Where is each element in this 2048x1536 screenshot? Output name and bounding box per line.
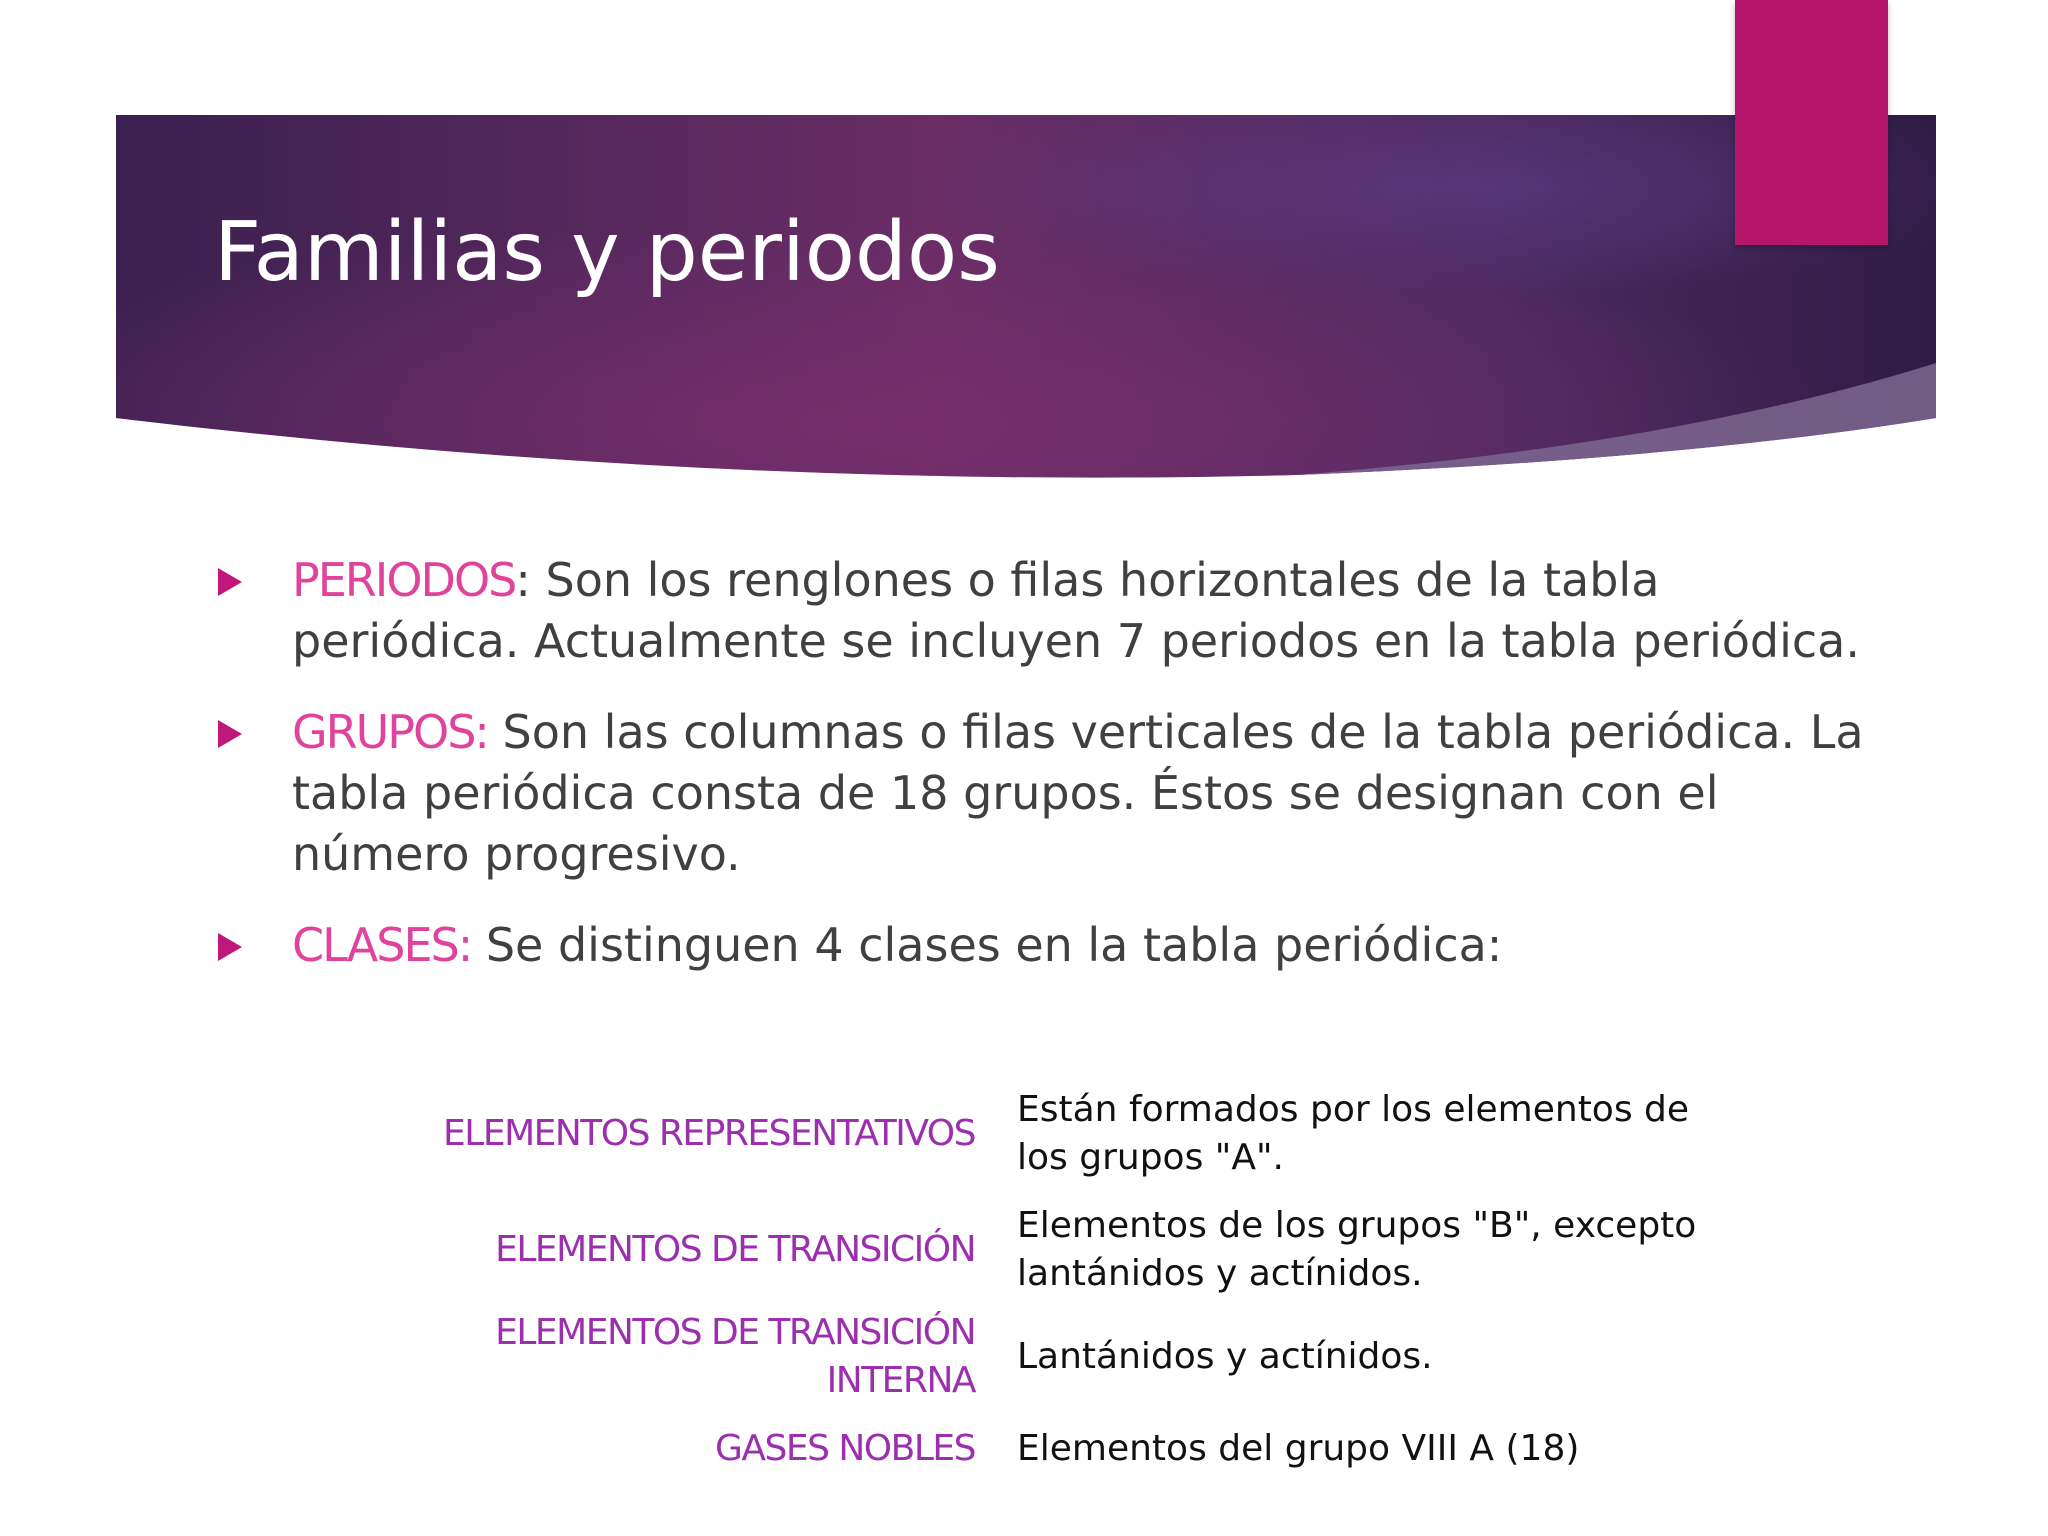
bullet-colon: : — [457, 918, 472, 972]
table-row — [400, 1308, 1697, 1405]
bullet-grupos — [214, 702, 1894, 885]
bullet-colon: : — [515, 553, 531, 607]
class-name: GASES NOBLES — [714, 1428, 975, 1469]
class-name: ELEMENTOS REPRESENTATIVOS — [443, 1112, 975, 1154]
bullet-term: CLASES — [292, 918, 458, 972]
bullet-arrow-icon — [218, 933, 242, 961]
class-description: Elementos del grupo VIII A (18) — [1017, 1428, 1580, 1469]
bullet-clases — [214, 915, 1894, 976]
table-row — [400, 1075, 1697, 1192]
class-description: Lantánidos y actínidos. — [1017, 1335, 1433, 1377]
class-description: Elementos de los grupos "B", excepto lantánidos y actínidos. — [1017, 1205, 1697, 1294]
classes-table — [400, 1075, 1697, 1493]
table-row — [400, 1192, 1697, 1308]
bullet-arrow-icon — [218, 568, 242, 596]
slide-title: Familias y periodos — [214, 205, 1000, 300]
bullet-list — [214, 550, 1894, 1006]
bullet-colon: : — [474, 705, 488, 759]
bullet-text: Son las columnas o filas verticales de la tabla periódica. La tabla periódica consta de 18 grupos. Éstos se designan con el número progresivo. — [292, 705, 1864, 881]
class-name: ELEMENTOS DE TRANSICIÓN — [495, 1229, 975, 1270]
bullet-text: Son los renglones o filas horizontales de la tabla periódica. Actualmente se incluyen 7 periodos en la tabla periódica. — [292, 553, 1860, 668]
bullet-periodos — [214, 550, 1894, 672]
bullet-arrow-icon — [218, 720, 242, 748]
bullet-term: GRUPOS — [292, 705, 475, 759]
class-name: ELEMENTOS DE TRANSICIÓN INTERNA — [495, 1311, 975, 1401]
class-description: Están formados por los elementos de los grupos "A". — [1017, 1088, 1690, 1178]
accent-tab — [1735, 0, 1888, 245]
bullet-term: PERIODOS — [292, 553, 516, 607]
bullet-text: Se distinguen 4 clases en la tabla periódica: — [471, 918, 1503, 972]
table-row — [400, 1405, 1697, 1493]
